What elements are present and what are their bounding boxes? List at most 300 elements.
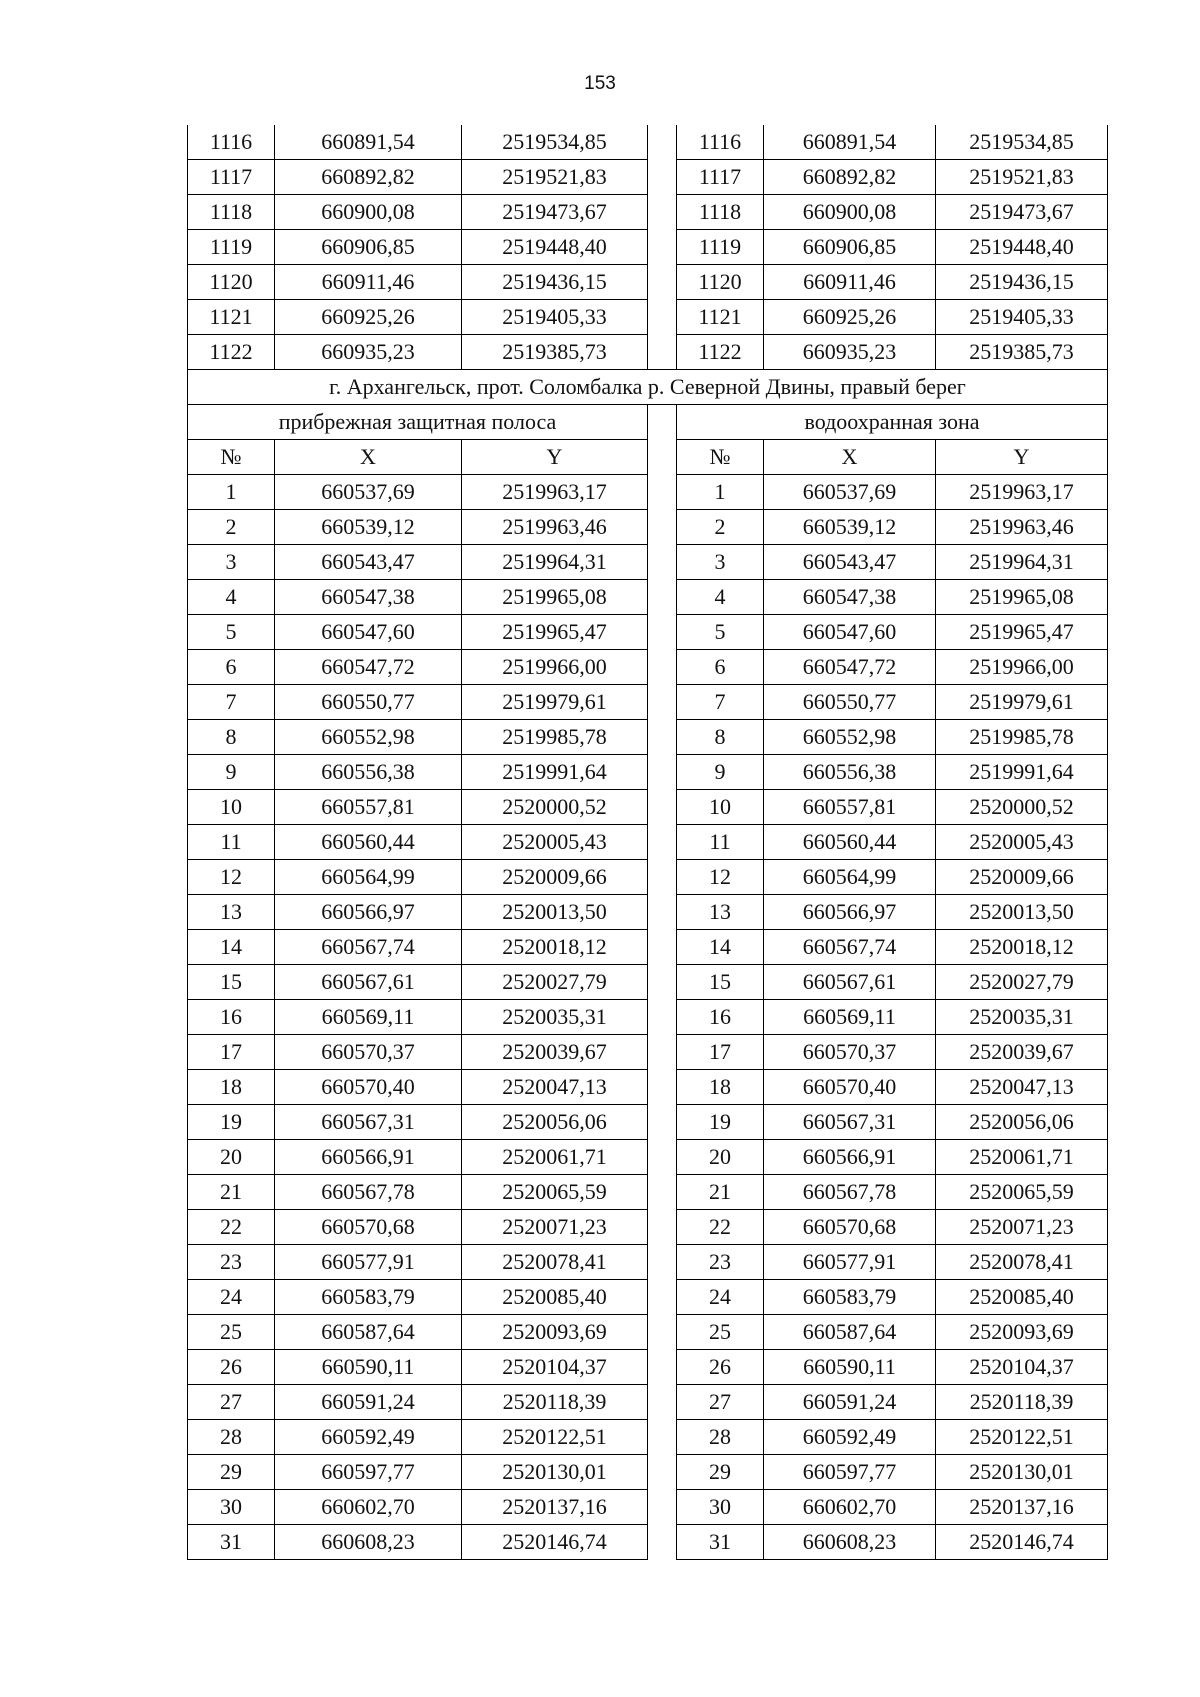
right-y-value: 2520039,67 — [936, 1035, 1108, 1070]
right-point-number: 24 — [677, 1280, 764, 1315]
right-point-number: 17 — [677, 1035, 764, 1070]
left-x-value: 660587,64 — [275, 1315, 462, 1350]
left-x-value: 660547,38 — [275, 580, 462, 615]
table-row — [188, 265, 1108, 300]
right-x-value: 660560,44 — [764, 825, 936, 860]
right-y-value: 2520104,37 — [936, 1350, 1108, 1385]
right-point-number: 8 — [677, 720, 764, 755]
left-y-value: 2519965,08 — [462, 580, 648, 615]
left-x-value: 660567,61 — [275, 965, 462, 1000]
table-row — [188, 125, 1108, 160]
left-y-value: 2520130,01 — [462, 1455, 648, 1490]
left-x-value: 660911,46 — [275, 265, 462, 300]
left-x-value: 660567,78 — [275, 1175, 462, 1210]
left-y-value: 2520039,67 — [462, 1035, 648, 1070]
left-point-number: 19 — [188, 1105, 275, 1140]
left-point-number: 25 — [188, 1315, 275, 1350]
right-x-value: 660547,38 — [764, 580, 936, 615]
left-point-number: 1121 — [188, 300, 275, 335]
left-y-value: 2520035,31 — [462, 1000, 648, 1035]
left-y-value: 2520104,37 — [462, 1350, 648, 1385]
right-y-value: 2520035,31 — [936, 1000, 1108, 1035]
table-row — [188, 1105, 1108, 1140]
left-y-value: 2519963,17 — [462, 475, 648, 510]
left-point-number: 1119 — [188, 230, 275, 265]
left-x-value: 660557,81 — [275, 790, 462, 825]
right-header-number: № — [677, 440, 764, 475]
table-gap — [648, 125, 677, 160]
right-point-number: 1 — [677, 475, 764, 510]
right-point-number: 28 — [677, 1420, 764, 1455]
right-x-value: 660570,40 — [764, 1070, 936, 1105]
right-point-number: 27 — [677, 1385, 764, 1420]
right-y-value: 2519991,64 — [936, 755, 1108, 790]
left-y-value: 2519534,85 — [462, 125, 648, 160]
table-gap — [648, 335, 677, 370]
table-gap — [648, 1245, 677, 1280]
left-point-number: 3 — [188, 545, 275, 580]
right-y-value: 2519963,46 — [936, 510, 1108, 545]
right-x-value: 660911,46 — [764, 265, 936, 300]
left-x-value: 660552,98 — [275, 720, 462, 755]
left-point-number: 4 — [188, 580, 275, 615]
left-x-value: 660567,74 — [275, 930, 462, 965]
right-y-value: 2519964,31 — [936, 545, 1108, 580]
table-row — [188, 300, 1108, 335]
left-y-value: 2520018,12 — [462, 930, 648, 965]
left-point-number: 1116 — [188, 125, 275, 160]
left-x-value: 660547,60 — [275, 615, 462, 650]
right-point-number: 30 — [677, 1490, 764, 1525]
right-header-y: Y — [936, 440, 1108, 475]
table-gap — [648, 650, 677, 685]
right-y-value: 2519405,33 — [936, 300, 1108, 335]
left-y-value: 2520005,43 — [462, 825, 648, 860]
table-row — [188, 510, 1108, 545]
coordinates-table — [187, 125, 1108, 1560]
right-y-value: 2519385,73 — [936, 335, 1108, 370]
right-x-value: 660892,82 — [764, 160, 936, 195]
table-row — [188, 790, 1108, 825]
right-y-value: 2519985,78 — [936, 720, 1108, 755]
right-x-value: 660567,74 — [764, 930, 936, 965]
left-point-number: 17 — [188, 1035, 275, 1070]
right-x-value: 660547,60 — [764, 615, 936, 650]
right-point-number: 1117 — [677, 160, 764, 195]
right-x-value: 660935,23 — [764, 335, 936, 370]
table-row — [188, 545, 1108, 580]
table-gap — [648, 1315, 677, 1350]
left-y-value: 2520093,69 — [462, 1315, 648, 1350]
left-x-value: 660591,24 — [275, 1385, 462, 1420]
table-row — [188, 650, 1108, 685]
left-x-value: 660569,11 — [275, 1000, 462, 1035]
right-y-value: 2520061,71 — [936, 1140, 1108, 1175]
right-table-title: водоохранная зона — [677, 405, 1108, 440]
table-gap — [648, 1455, 677, 1490]
left-x-value: 660564,99 — [275, 860, 462, 895]
right-point-number: 25 — [677, 1315, 764, 1350]
table-row — [188, 1000, 1108, 1035]
table-row — [188, 1035, 1108, 1070]
left-y-value: 2520085,40 — [462, 1280, 648, 1315]
table-row — [188, 965, 1108, 1000]
left-x-value: 660560,44 — [275, 825, 462, 860]
table-gap — [648, 160, 677, 195]
left-y-value: 2519979,61 — [462, 685, 648, 720]
left-y-value: 2520000,52 — [462, 790, 648, 825]
table-gap — [648, 1210, 677, 1245]
right-x-value: 660556,38 — [764, 755, 936, 790]
right-y-value: 2519473,67 — [936, 195, 1108, 230]
right-point-number: 23 — [677, 1245, 764, 1280]
left-point-number: 13 — [188, 895, 275, 930]
right-x-value: 660906,85 — [764, 230, 936, 265]
table-row — [188, 720, 1108, 755]
left-y-value: 2520047,13 — [462, 1070, 648, 1105]
left-point-number: 9 — [188, 755, 275, 790]
left-y-value: 2519965,47 — [462, 615, 648, 650]
right-x-value: 660566,91 — [764, 1140, 936, 1175]
right-y-value: 2520018,12 — [936, 930, 1108, 965]
table-row — [188, 615, 1108, 650]
table-gap — [648, 510, 677, 545]
left-y-value: 2519448,40 — [462, 230, 648, 265]
right-point-number: 1119 — [677, 230, 764, 265]
right-point-number: 3 — [677, 545, 764, 580]
right-point-number: 1116 — [677, 125, 764, 160]
right-point-number: 4 — [677, 580, 764, 615]
table-row — [188, 755, 1108, 790]
table-gap — [648, 265, 677, 300]
table-gap — [648, 615, 677, 650]
table-row — [188, 335, 1108, 370]
table-row — [188, 1525, 1108, 1560]
table-gap — [648, 405, 677, 440]
right-point-number: 1122 — [677, 335, 764, 370]
right-point-number: 26 — [677, 1350, 764, 1385]
table-row — [188, 860, 1108, 895]
left-x-value: 660583,79 — [275, 1280, 462, 1315]
right-x-value: 660590,11 — [764, 1350, 936, 1385]
right-y-value: 2519965,08 — [936, 580, 1108, 615]
right-y-value: 2519963,17 — [936, 475, 1108, 510]
table-gap — [648, 1105, 677, 1140]
left-point-number: 10 — [188, 790, 275, 825]
right-y-value: 2519448,40 — [936, 230, 1108, 265]
table-gap — [648, 790, 677, 825]
right-x-value: 660564,99 — [764, 860, 936, 895]
left-point-number: 1118 — [188, 195, 275, 230]
left-y-value: 2520137,16 — [462, 1490, 648, 1525]
left-x-value: 660892,82 — [275, 160, 462, 195]
left-point-number: 31 — [188, 1525, 275, 1560]
left-y-value: 2519963,46 — [462, 510, 648, 545]
left-point-number: 30 — [188, 1490, 275, 1525]
right-y-value: 2520013,50 — [936, 895, 1108, 930]
right-y-value: 2520065,59 — [936, 1175, 1108, 1210]
right-y-value: 2520071,23 — [936, 1210, 1108, 1245]
right-y-value: 2519966,00 — [936, 650, 1108, 685]
right-point-number: 9 — [677, 755, 764, 790]
left-x-value: 660543,47 — [275, 545, 462, 580]
left-x-value: 660900,08 — [275, 195, 462, 230]
table-gap — [648, 545, 677, 580]
table-row — [188, 195, 1108, 230]
left-point-number: 8 — [188, 720, 275, 755]
right-x-value: 660900,08 — [764, 195, 936, 230]
right-y-value: 2520047,13 — [936, 1070, 1108, 1105]
left-y-value: 2519473,67 — [462, 195, 648, 230]
left-point-number: 11 — [188, 825, 275, 860]
left-y-value: 2520122,51 — [462, 1420, 648, 1455]
table-row — [188, 1385, 1108, 1420]
left-point-number: 15 — [188, 965, 275, 1000]
left-x-value: 660547,72 — [275, 650, 462, 685]
left-y-value: 2519985,78 — [462, 720, 648, 755]
right-x-value: 660597,77 — [764, 1455, 936, 1490]
right-y-value: 2520085,40 — [936, 1280, 1108, 1315]
right-point-number: 21 — [677, 1175, 764, 1210]
right-point-number: 22 — [677, 1210, 764, 1245]
left-point-number: 28 — [188, 1420, 275, 1455]
table-row — [188, 685, 1108, 720]
left-y-value: 2519964,31 — [462, 545, 648, 580]
right-point-number: 1121 — [677, 300, 764, 335]
left-y-value: 2520146,74 — [462, 1525, 648, 1560]
left-x-value: 660925,26 — [275, 300, 462, 335]
right-y-value: 2520005,43 — [936, 825, 1108, 860]
right-point-number: 2 — [677, 510, 764, 545]
left-y-value: 2519966,00 — [462, 650, 648, 685]
table-gap — [648, 860, 677, 895]
table-gap — [648, 895, 677, 930]
table-row — [188, 1420, 1108, 1455]
table-gap — [648, 475, 677, 510]
right-y-value: 2519521,83 — [936, 160, 1108, 195]
left-point-number: 12 — [188, 860, 275, 895]
right-x-value: 660925,26 — [764, 300, 936, 335]
table-row — [188, 475, 1108, 510]
left-x-value: 660570,40 — [275, 1070, 462, 1105]
page-number: 153 — [584, 73, 616, 94]
table-row — [188, 1490, 1108, 1525]
right-x-value: 660591,24 — [764, 1385, 936, 1420]
left-y-value: 2520027,79 — [462, 965, 648, 1000]
table-gap — [648, 720, 677, 755]
right-point-number: 19 — [677, 1105, 764, 1140]
right-point-number: 1118 — [677, 195, 764, 230]
left-x-value: 660906,85 — [275, 230, 462, 265]
left-point-number: 24 — [188, 1280, 275, 1315]
right-point-number: 5 — [677, 615, 764, 650]
left-y-value: 2519405,33 — [462, 300, 648, 335]
right-x-value: 660567,61 — [764, 965, 936, 1000]
right-x-value: 660567,31 — [764, 1105, 936, 1140]
right-point-number: 15 — [677, 965, 764, 1000]
right-point-number: 29 — [677, 1455, 764, 1490]
left-point-number: 7 — [188, 685, 275, 720]
right-x-value: 660592,49 — [764, 1420, 936, 1455]
table-row — [188, 580, 1108, 615]
right-point-number: 14 — [677, 930, 764, 965]
right-x-value: 660543,47 — [764, 545, 936, 580]
left-header-x: X — [275, 440, 462, 475]
left-x-value: 660597,77 — [275, 1455, 462, 1490]
left-y-value: 2520061,71 — [462, 1140, 648, 1175]
right-x-value: 660570,68 — [764, 1210, 936, 1245]
right-header-x: X — [764, 440, 936, 475]
table-row — [188, 895, 1108, 930]
right-y-value: 2520137,16 — [936, 1490, 1108, 1525]
table-row — [188, 1315, 1108, 1350]
left-x-value: 660935,23 — [275, 335, 462, 370]
table-gap — [648, 755, 677, 790]
left-y-value: 2519991,64 — [462, 755, 648, 790]
right-y-value: 2520122,51 — [936, 1420, 1108, 1455]
table-row — [188, 825, 1108, 860]
left-y-value: 2519436,15 — [462, 265, 648, 300]
right-x-value: 660539,12 — [764, 510, 936, 545]
table-gap — [648, 965, 677, 1000]
right-x-value: 660608,23 — [764, 1525, 936, 1560]
right-point-number: 13 — [677, 895, 764, 930]
table-gap — [648, 1385, 677, 1420]
table-gap — [648, 195, 677, 230]
left-y-value: 2520009,66 — [462, 860, 648, 895]
right-y-value: 2519534,85 — [936, 125, 1108, 160]
right-point-number: 18 — [677, 1070, 764, 1105]
right-x-value: 660569,11 — [764, 1000, 936, 1035]
table-gap — [648, 440, 677, 475]
left-x-value: 660570,68 — [275, 1210, 462, 1245]
left-x-value: 660567,31 — [275, 1105, 462, 1140]
table-row — [188, 1070, 1108, 1105]
right-x-value: 660557,81 — [764, 790, 936, 825]
right-y-value: 2520000,52 — [936, 790, 1108, 825]
right-y-value: 2519436,15 — [936, 265, 1108, 300]
right-x-value: 660566,97 — [764, 895, 936, 930]
right-y-value: 2520027,79 — [936, 965, 1108, 1000]
left-point-number: 1117 — [188, 160, 275, 195]
right-x-value: 660587,64 — [764, 1315, 936, 1350]
left-x-value: 660550,77 — [275, 685, 462, 720]
table-row — [188, 230, 1108, 265]
section-title: г. Архангельск, прот. Соломбалка р. Северной Двины, правый берег — [188, 370, 1108, 405]
right-x-value: 660552,98 — [764, 720, 936, 755]
table-gap — [648, 1035, 677, 1070]
table-row — [188, 1350, 1108, 1385]
left-point-number: 26 — [188, 1350, 275, 1385]
left-y-value: 2520013,50 — [462, 895, 648, 930]
right-point-number: 11 — [677, 825, 764, 860]
right-y-value: 2520130,01 — [936, 1455, 1108, 1490]
left-point-number: 1122 — [188, 335, 275, 370]
table-row — [188, 1175, 1108, 1210]
right-point-number: 7 — [677, 685, 764, 720]
left-y-value: 2520118,39 — [462, 1385, 648, 1420]
left-x-value: 660556,38 — [275, 755, 462, 790]
left-x-value: 660566,97 — [275, 895, 462, 930]
subtable-title-row — [188, 405, 1108, 440]
right-y-value: 2519979,61 — [936, 685, 1108, 720]
right-y-value: 2520146,74 — [936, 1525, 1108, 1560]
table-row — [188, 930, 1108, 965]
left-header-number: № — [188, 440, 275, 475]
left-point-number: 16 — [188, 1000, 275, 1035]
right-x-value: 660550,77 — [764, 685, 936, 720]
left-x-value: 660577,91 — [275, 1245, 462, 1280]
table-gap — [648, 930, 677, 965]
left-x-value: 660891,54 — [275, 125, 462, 160]
table-gap — [648, 1490, 677, 1525]
right-y-value: 2520078,41 — [936, 1245, 1108, 1280]
right-y-value: 2520009,66 — [936, 860, 1108, 895]
left-header-y: Y — [462, 440, 648, 475]
left-y-value: 2520071,23 — [462, 1210, 648, 1245]
table-gap — [648, 1070, 677, 1105]
table-gap — [648, 300, 677, 335]
table-gap — [648, 825, 677, 860]
left-y-value: 2520056,06 — [462, 1105, 648, 1140]
table-row — [188, 1455, 1108, 1490]
left-point-number: 21 — [188, 1175, 275, 1210]
left-x-value: 660566,91 — [275, 1140, 462, 1175]
table-row — [188, 1140, 1108, 1175]
left-x-value: 660590,11 — [275, 1350, 462, 1385]
table-row — [188, 1280, 1108, 1315]
left-point-number: 6 — [188, 650, 275, 685]
right-point-number: 20 — [677, 1140, 764, 1175]
left-x-value: 660608,23 — [275, 1525, 462, 1560]
left-point-number: 2 — [188, 510, 275, 545]
left-point-number: 5 — [188, 615, 275, 650]
left-y-value: 2519385,73 — [462, 335, 648, 370]
left-x-value: 660537,69 — [275, 475, 462, 510]
left-x-value: 660570,37 — [275, 1035, 462, 1070]
table-gap — [648, 685, 677, 720]
table-gap — [648, 1350, 677, 1385]
left-y-value: 2520078,41 — [462, 1245, 648, 1280]
left-table-title: прибрежная защитная полоса — [188, 405, 648, 440]
table-gap — [648, 1000, 677, 1035]
left-y-value: 2519521,83 — [462, 160, 648, 195]
left-point-number: 1 — [188, 475, 275, 510]
left-x-value: 660592,49 — [275, 1420, 462, 1455]
left-point-number: 1120 — [188, 265, 275, 300]
right-y-value: 2520118,39 — [936, 1385, 1108, 1420]
right-x-value: 660567,78 — [764, 1175, 936, 1210]
right-point-number: 12 — [677, 860, 764, 895]
right-y-value: 2519965,47 — [936, 615, 1108, 650]
table-gap — [648, 1420, 677, 1455]
right-x-value: 660583,79 — [764, 1280, 936, 1315]
left-point-number: 14 — [188, 930, 275, 965]
right-x-value: 660577,91 — [764, 1245, 936, 1280]
table-gap — [648, 1175, 677, 1210]
right-x-value: 660547,72 — [764, 650, 936, 685]
left-point-number: 18 — [188, 1070, 275, 1105]
table-row — [188, 160, 1108, 195]
section-title-row — [188, 370, 1108, 405]
right-point-number: 10 — [677, 790, 764, 825]
right-point-number: 1120 — [677, 265, 764, 300]
left-point-number: 20 — [188, 1140, 275, 1175]
table-gap — [648, 580, 677, 615]
table-gap — [648, 1525, 677, 1560]
table-gap — [648, 230, 677, 265]
left-x-value: 660539,12 — [275, 510, 462, 545]
